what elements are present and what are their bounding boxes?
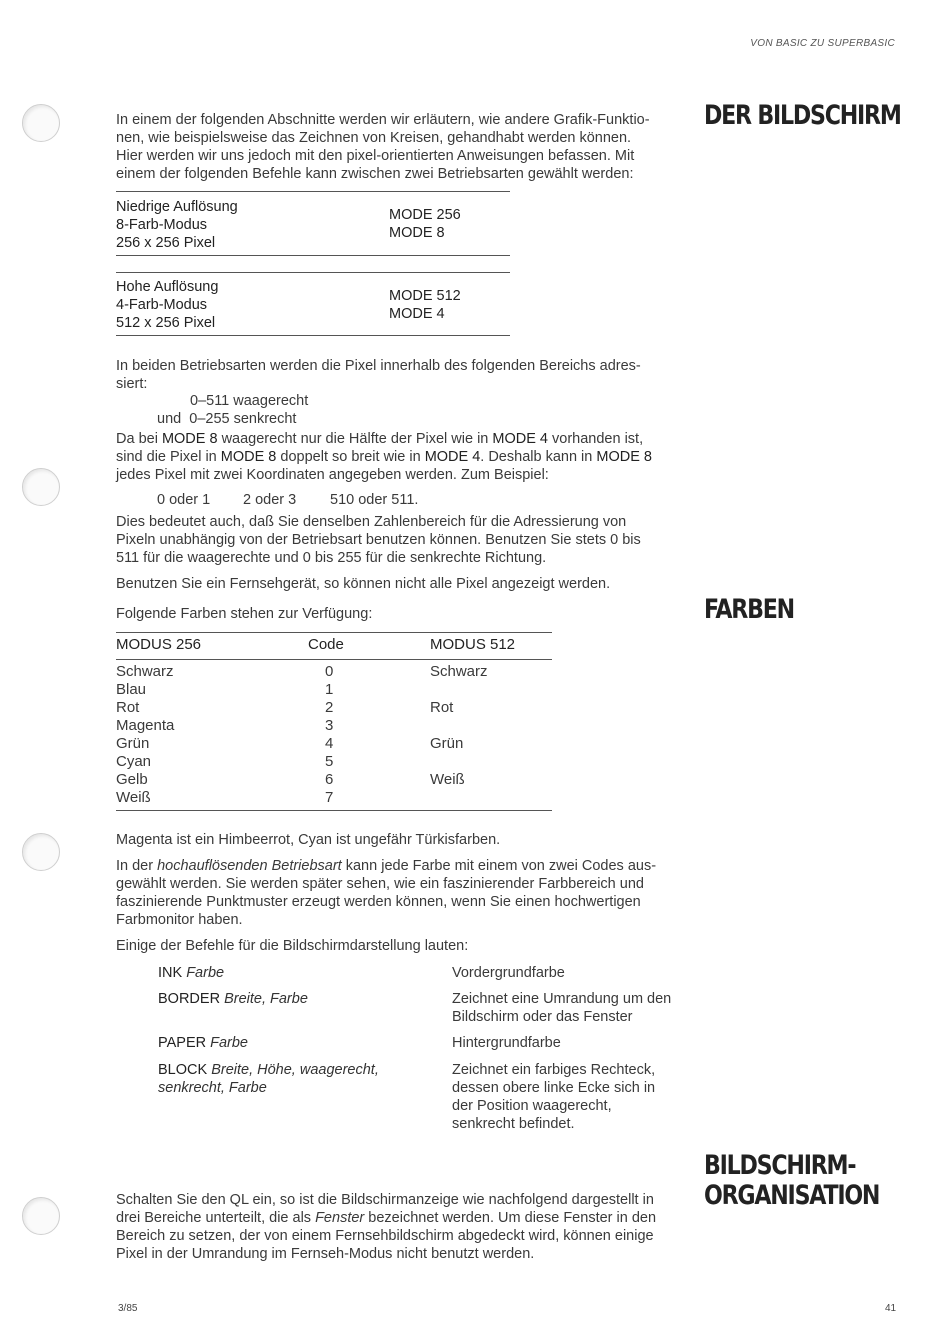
command-keyword: BLOCK bbox=[158, 1062, 208, 1078]
mode-desc-line: 8-Farb-Modus bbox=[116, 217, 208, 233]
command-block-desc bbox=[452, 1061, 692, 1133]
table-row bbox=[116, 699, 552, 717]
example-1: 0 oder 1 bbox=[157, 492, 211, 508]
table-row bbox=[116, 717, 552, 735]
binder-hole bbox=[22, 833, 60, 871]
table-row bbox=[116, 771, 552, 789]
mode-desc-line: 256 x 256 Pixel bbox=[116, 235, 216, 251]
heading-der-bildschirm: DER BILDSCHIRM bbox=[704, 100, 901, 131]
mode-low-description bbox=[116, 198, 238, 252]
text: drei Bereiche unterteilt, die als bbox=[116, 1210, 316, 1226]
rule bbox=[116, 272, 510, 273]
table-cell: Blau bbox=[116, 681, 147, 698]
table-cell: Rot bbox=[430, 699, 454, 716]
rule bbox=[116, 632, 552, 633]
mode-explanation bbox=[116, 430, 686, 484]
footer-date: 3/85 bbox=[118, 1303, 138, 1314]
command-keyword: PAPER bbox=[158, 1035, 207, 1051]
desc-line: Zeichnet ein farbiges Rechteck, bbox=[452, 1062, 656, 1078]
mode-desc-line: 4-Farb-Modus bbox=[116, 297, 208, 313]
text-line: In beiden Betriebsarten werden die Pixel innerhalb des folgenden Bereichs adres- bbox=[116, 358, 641, 374]
text-line: Hier werden wir uns jedoch mit den pixel-orientierten Anweisungen befassen. Mit bbox=[116, 148, 635, 164]
text-line: Pixel in der Umrandung im Fernseh-Modus nicht benutzt werden. bbox=[116, 1246, 535, 1262]
emphasis: hochauflösenden Betriebsart bbox=[157, 858, 342, 874]
heading-farben: FARBEN bbox=[704, 594, 794, 625]
desc-line: Zeichnet eine Umrandung um den bbox=[452, 991, 672, 1007]
table-cell: 2 bbox=[325, 699, 334, 716]
text: sind die Pixel in bbox=[116, 449, 221, 465]
mode-high-description bbox=[116, 278, 218, 332]
command-ink-desc bbox=[452, 964, 692, 982]
mode-command: MODE 4 bbox=[389, 306, 445, 322]
intro-paragraph bbox=[116, 111, 686, 183]
mode-desc-line: 512 x 256 Pixel bbox=[116, 315, 216, 331]
text: doppelt so breit wie in bbox=[276, 449, 425, 465]
table-cell: 1 bbox=[325, 681, 334, 698]
command-border bbox=[158, 990, 308, 1008]
table-cell: Schwarz bbox=[116, 663, 174, 680]
example-2: 2 oder 3 bbox=[243, 492, 297, 508]
table-header: MODUS 256 bbox=[116, 636, 202, 653]
command-paper-desc bbox=[452, 1034, 692, 1052]
mode-desc-line: Niedrige Auflösung bbox=[116, 199, 238, 215]
command-ink bbox=[158, 964, 224, 982]
text-line: Pixeln unabhängig von der Betriebsart benutzen können. Benutzen Sie stets 0 bis bbox=[116, 532, 641, 548]
text-line: In einem der folgenden Abschnitte werden wir erläutern, wie andere Grafik-Funktio- bbox=[116, 112, 650, 128]
text-line: einem der folgenden Befehle kann zwischen zwei Betriebsarten gewählt werden: bbox=[116, 166, 634, 182]
rule bbox=[116, 810, 552, 811]
text: kann jede Farbe mit einem von zwei Codes aus- bbox=[341, 858, 657, 874]
closing-paragraph bbox=[116, 1191, 686, 1263]
text: . Deshalb kann in bbox=[480, 449, 597, 465]
table-cell: 4 bbox=[325, 735, 334, 752]
desc-line: Bildschirm oder das Fenster bbox=[452, 1009, 633, 1025]
rule bbox=[116, 255, 510, 256]
table-cell: Grün bbox=[430, 735, 464, 752]
table-cell: Cyan bbox=[116, 753, 152, 770]
command-args: Farbe bbox=[206, 1035, 249, 1051]
text-line: faszinierende Punktmuster erzeugt werden können, wenn Sie einen hochwertigen bbox=[116, 894, 641, 910]
command-keyword: INK bbox=[158, 965, 183, 981]
table-cell: Schwarz bbox=[430, 663, 488, 680]
commands-intro: Einige der Befehle für die Bildschirmdarstellung lauten: bbox=[116, 938, 469, 954]
text-line: siert: bbox=[116, 376, 148, 392]
desc-line: Hintergrundfarbe bbox=[452, 1035, 561, 1051]
heading-bildschirm-organisation bbox=[704, 1151, 879, 1211]
command-args: Breite, Höhe, waagerecht, bbox=[207, 1062, 379, 1078]
table-header: MODUS 512 bbox=[430, 636, 516, 653]
emphasis: Fenster bbox=[315, 1210, 365, 1226]
keyword: MODE 8 bbox=[220, 449, 277, 465]
rule bbox=[116, 335, 510, 336]
mode-command: MODE 256 bbox=[389, 207, 461, 223]
table-row bbox=[116, 663, 552, 681]
range-horizontal: 0–511 waagerecht bbox=[190, 393, 309, 409]
mode-command: MODE 8 bbox=[389, 225, 445, 241]
pixels-paragraph bbox=[116, 357, 686, 393]
text-line: Farbmonitor haben. bbox=[116, 912, 243, 928]
table-row bbox=[116, 735, 552, 753]
text: In der bbox=[116, 858, 158, 874]
command-border-desc bbox=[452, 990, 692, 1026]
binder-hole bbox=[22, 104, 60, 142]
command-args: senkrecht, Farbe bbox=[158, 1080, 267, 1096]
keyword: MODE 4 bbox=[424, 449, 481, 465]
desc-line: senkrecht befindet. bbox=[452, 1116, 575, 1132]
table-cell: Weiß bbox=[116, 789, 151, 806]
command-args: Breite, Farbe bbox=[220, 991, 308, 1007]
command-keyword: BORDER bbox=[158, 991, 221, 1007]
table-cell: Magenta bbox=[116, 717, 175, 734]
table-cell: 0 bbox=[325, 663, 334, 680]
text: waagerecht nur die Hälfte der Pixel wie in bbox=[217, 431, 493, 447]
table-cell: 5 bbox=[325, 753, 334, 770]
text-line: jedes Pixel mit zwei Koordinaten angegeben werden. Zum Beispiel: bbox=[116, 467, 549, 483]
keyword: MODE 8 bbox=[596, 449, 652, 465]
addressing-paragraph bbox=[116, 513, 686, 567]
text-line bbox=[116, 1209, 686, 1227]
command-args: Farbe bbox=[182, 965, 225, 981]
keyword: MODE 8 bbox=[161, 431, 218, 447]
keyword: MODE 4 bbox=[492, 431, 548, 447]
text-line bbox=[116, 430, 686, 448]
table-cell: Grün bbox=[116, 735, 150, 752]
page-number: 41 bbox=[885, 1303, 897, 1314]
mode-low-commands bbox=[389, 206, 461, 242]
mode-high-commands bbox=[389, 287, 461, 323]
table-cell: 3 bbox=[325, 717, 334, 734]
range-vertical: und 0–255 senkrecht bbox=[157, 411, 297, 427]
table-header: Code bbox=[308, 636, 344, 653]
text: Da bei bbox=[116, 431, 162, 447]
desc-line: Vordergrundfarbe bbox=[452, 965, 565, 981]
binder-hole bbox=[22, 468, 60, 506]
table-cell: 7 bbox=[325, 789, 334, 806]
rule bbox=[116, 659, 552, 660]
rule bbox=[116, 191, 510, 192]
heading-line: BILDSCHIRM- bbox=[704, 1150, 856, 1181]
colors-intro: Folgende Farben stehen zur Verfügung: bbox=[116, 606, 373, 622]
text-line: 511 für die waagerechte und 0 bis 255 für die senkrechte Richtung. bbox=[116, 550, 547, 566]
command-paper bbox=[158, 1034, 248, 1052]
table-row bbox=[116, 753, 552, 771]
text-line: Bereich zu setzen, der von einem Fernsehbildschirm abgedeckt wird, können einige bbox=[116, 1228, 654, 1244]
table-cell: Gelb bbox=[116, 771, 148, 788]
text: vorhanden ist, bbox=[547, 431, 644, 447]
text-line: Schalten Sie den QL ein, so ist die Bildschirmanzeige wie nachfolgend dargestellt in bbox=[116, 1192, 654, 1208]
text-line: Dies bedeutet auch, daß Sie denselben Zahlenbereich für die Adressierung von bbox=[116, 514, 627, 530]
desc-line: dessen obere linke Ecke sich in bbox=[452, 1080, 656, 1096]
tv-paragraph: Benutzen Sie ein Fernsehgerät, so können nicht alle Pixel angezeigt werden. bbox=[116, 576, 611, 592]
text-line: nen, wie beispielsweise das Zeichnen von Kreisen, gehandhabt werden können. bbox=[116, 130, 632, 146]
magenta-note: Magenta ist ein Himbeerrot, Cyan ist ungefähr Türkisfarben. bbox=[116, 832, 501, 848]
table-cell: Weiß bbox=[430, 771, 465, 788]
desc-line: der Position waagerecht, bbox=[452, 1098, 612, 1114]
text-line bbox=[116, 857, 686, 875]
mode-desc-line: Hohe Auflösung bbox=[116, 279, 219, 295]
command-block bbox=[158, 1061, 379, 1097]
text-line: gewählt werden. Sie werden später sehen, wie ein faszinierender Farbbereich und bbox=[116, 876, 644, 892]
running-header: VON BASIC ZU SUPERBASIC bbox=[750, 38, 895, 49]
binder-hole bbox=[22, 1197, 60, 1235]
mode-command: MODE 512 bbox=[389, 288, 461, 304]
table-row bbox=[116, 789, 552, 807]
table-cell: Rot bbox=[116, 699, 140, 716]
table-cell: 6 bbox=[325, 771, 334, 788]
high-res-paragraph bbox=[116, 857, 686, 929]
heading-line: ORGANISATION bbox=[704, 1180, 880, 1211]
text-line bbox=[116, 448, 686, 466]
example-3: 510 oder 511. bbox=[330, 492, 419, 508]
text: bezeichnet werden. Um diese Fenster in den bbox=[364, 1210, 657, 1226]
table-row bbox=[116, 681, 552, 699]
